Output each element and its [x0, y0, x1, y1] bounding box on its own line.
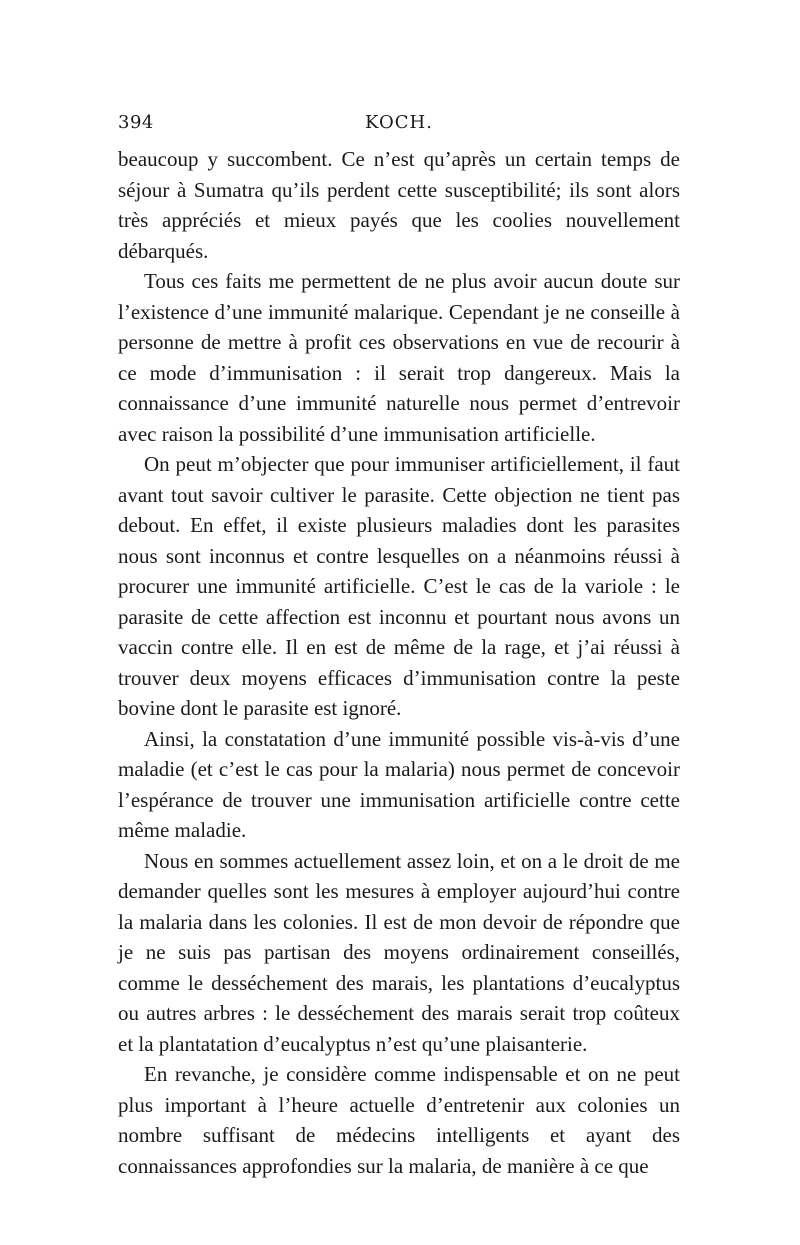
- running-head: [118, 112, 680, 144]
- paragraph-continuation: beaucoup y succombent. Ce n’est qu’après un certain temps de séjour à Sumatra qu’ils perdent cette susceptibilité; ils sont alors très appréciés et mieux payés que les coolies nouvellement débarqués.: [118, 147, 680, 263]
- paragraph-objection: On peut m’objecter que pour immuniser artificiellement, il faut avant tout savoir cultiver le parasite. Cette objection ne tient pas debout. En effet, il existe plusieurs maladies dont les parasites nous sont inconnus et contre lesquelles on a néanmoins réussi à procurer une immunité artificielle. C’est le cas de la variole : le parasite de cette affection est inconnu et pourtant nous avons un vaccin contre elle. Il en est de même de la rage, et j’ai réussi à trouver deux moyens efficaces d’immunisation contre la peste bovine dont le parasite est ignoré.: [118, 452, 680, 720]
- book-page: [118, 112, 680, 1181]
- running-title: KOCH.: [365, 112, 433, 133]
- paragraph-mesures: Nous en sommes actuellement assez loin, et on a le droit de me demander quelles sont les mesures à employer aujourd’hui contre la malaria dans les colonies. Il est de mon devoir de répondre que je ne suis pas partisan des moyens ordinairement conseillés, comme le desséchement des marais, les plantations d’eucalyptus ou autres arbres : le desséchement des marais serait trop coûteux et la plantatation d’eucalyptus n’est qu’une plaisanterie.: [118, 848, 680, 1056]
- paragraph-immunity-malarique: Tous ces faits me permettent de ne plus avoir aucun doute sur l’existence d’une immunité malarique. Cependant je ne conseille à personne de mettre à profit ces observations en vue de recourir à ce mode d’immunisation : il serait trop dangereux. Mais la connaissance d’une immunité naturelle nous permet d’entrevoir avec raison la possibilité d’une immunisation artificielle.: [118, 269, 680, 446]
- body-text: [118, 144, 680, 1181]
- page-number: 394: [118, 112, 154, 133]
- paragraph-en-revanche: En revanche, je considère comme indispensable et on ne peut plus important à l’heure actuelle d’entretenir aux colonies un nombre suffisant de médecins intelligents et ayant des connaissances approfondies sur la malaria, de manière à ce que: [118, 1062, 680, 1178]
- paragraph-ainsi: Ainsi, la constatation d’une immunité possible vis-à-vis d’une maladie (et c’est le cas pour la malaria) nous permet de concevoir l’espérance de trouver une immunisation artificielle contre cette même maladie.: [118, 726, 680, 842]
